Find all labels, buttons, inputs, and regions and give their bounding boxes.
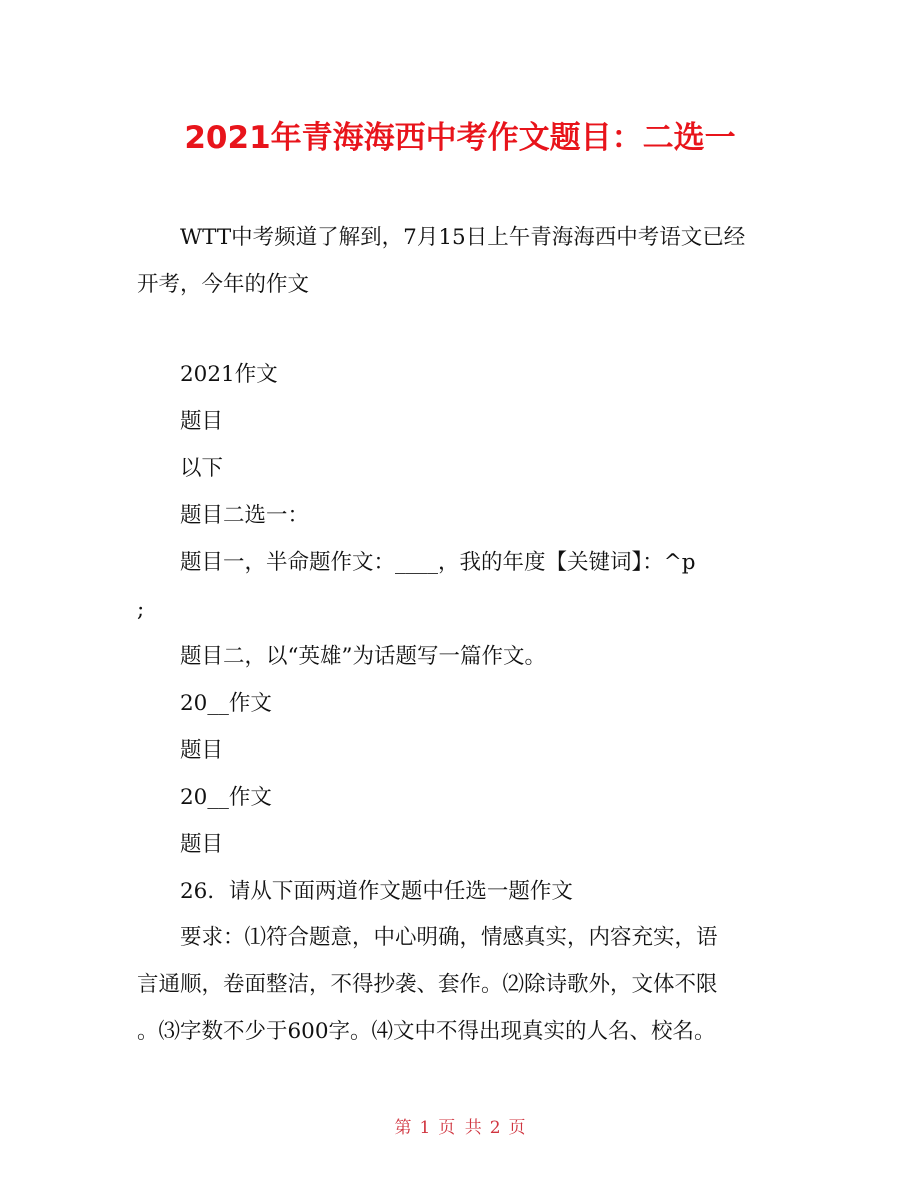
line-topic-a: 题目	[180, 738, 224, 763]
intro-line-2: 开考，今年的作文	[137, 272, 310, 297]
content-lines	[137, 351, 787, 915]
footer-mid: 页 共	[438, 1118, 482, 1138]
line-topic-two: 题目二，以“英雄”为话题写一篇作文。	[180, 644, 546, 669]
line-20-essay-b: 20__作文	[180, 785, 272, 810]
document-title: 2021年青海海西中考作文题目：二选一	[184, 120, 736, 156]
line-choose-one: 题目二选一：	[180, 503, 310, 528]
footer-current-page: 1	[419, 1118, 431, 1138]
line-semicolon: ;	[137, 597, 145, 622]
requirements-paragraph	[137, 914, 787, 1055]
line-2021-essay: 2021作文	[180, 362, 278, 387]
intro-line-1: WTT中考频道了解到，7月15日上午青海海西中考语文已经	[180, 225, 746, 250]
page-footer	[0, 1113, 920, 1138]
footer-prefix: 第	[394, 1118, 412, 1138]
intro-paragraph	[137, 214, 787, 308]
footer-suffix: 页	[508, 1118, 526, 1138]
line-topic-one: 题目一，半命题作文：____，我的年度【关键词】：^p	[180, 550, 696, 575]
requirements-line-1: 要求：⑴符合题意，中心明确，情感真实，内容充实，语	[180, 925, 718, 950]
line-topic-b: 题目	[180, 832, 224, 857]
line-question-26: 26．请从下面两道作文题中任选一题作文	[180, 879, 573, 904]
footer-total-pages: 2	[489, 1118, 501, 1138]
line-20-essay-a: 20__作文	[180, 691, 272, 716]
line-topic: 题目	[180, 409, 224, 434]
requirements-line-2: 言通顺，卷面整洁，不得抄袭、套作。⑵除诗歌外，文体不限	[137, 972, 718, 997]
line-below: 以下	[180, 456, 224, 481]
requirements-line-3: 。⑶字数不少于600字。⑷文中不得出现真实的人名、校名。	[137, 1019, 716, 1044]
